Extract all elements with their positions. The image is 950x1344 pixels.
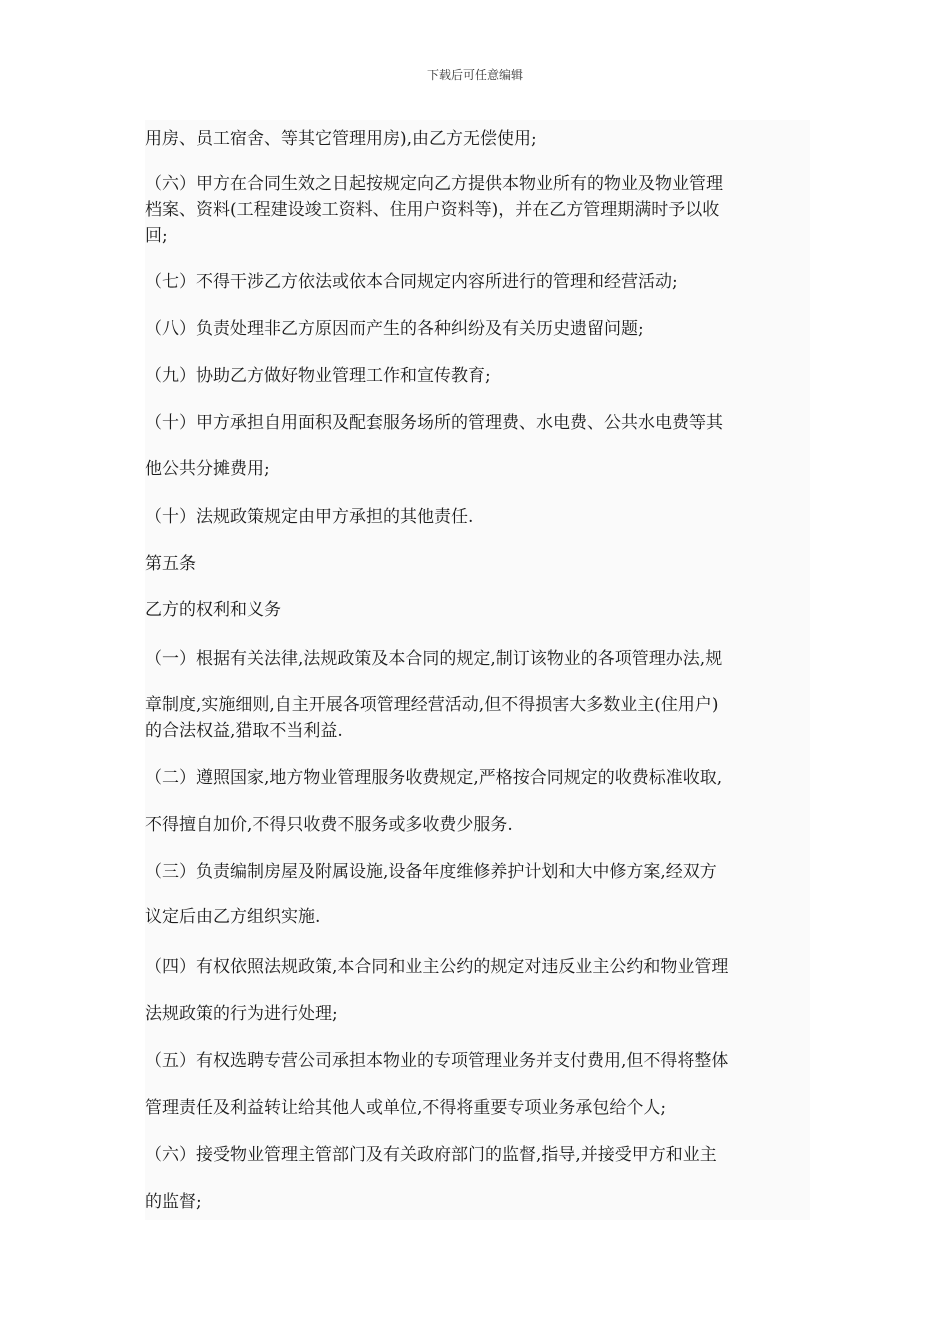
text-line: （九）协助乙方做好物业管理工作和宣传教育; [145, 366, 491, 386]
text-line: （五）有权选聘专营公司承担本物业的专项管理业务并支付费用,但不得将整体 [145, 1051, 729, 1071]
text-line: 法规政策的行为进行处理; [145, 1004, 338, 1024]
text-line: （四）有权依照法规政策,本合同和业主公约的规定对违反业主公约和物业管理 [145, 957, 729, 977]
text-line: 管理责任及利益转让给其他人或单位,不得将重要专项业务承包给个人; [145, 1098, 667, 1118]
text-line: 乙方的权利和义务 [145, 600, 281, 620]
text-line: （七）不得干涉乙方依法或依本合同规定内容所进行的管理和经营活动; [145, 272, 678, 292]
page-header: 下载后可任意编辑 [426, 68, 523, 82]
text-line: 档案、资料(工程建设竣工资料、住用户资料等)，并在乙方管理期满时予以收 [145, 200, 720, 220]
text-line: 的合法权益,猎取不当利益. [145, 721, 343, 741]
text-line: （六）甲方在合同生效之日起按规定向乙方提供本物业所有的物业及物业管理 [145, 174, 723, 194]
text-line: 章制度,实施细则,自主开展各项管理经营活动,但不得损害大多数业主(住用户) [145, 695, 719, 715]
text-line: 议定后由乙方组织实施. [145, 907, 321, 927]
text-line: 他公共分摊费用; [145, 459, 270, 479]
text-line: 回; [145, 226, 168, 246]
text-line: 用房、员工宿舍、等其它管理用房),由乙方无偿使用; [145, 129, 537, 149]
text-line: （三）负责编制房屋及附属设施,设备年度维修养护计划和大中修方案,经双方 [145, 862, 717, 882]
text-line: （十）法规政策规定由甲方承担的其他责任. [145, 507, 474, 527]
text-line: （十）甲方承担自用面积及配套服务场所的管理费、水电费、公共水电费等其 [145, 413, 723, 433]
text-line: 不得擅自加价,不得只收费不服务或多收费少服务. [145, 815, 513, 835]
text-line: 的监督; [145, 1192, 202, 1212]
text-line: （六）接受物业管理主管部门及有关政府部门的监督,指导,并接受甲方和业主 [145, 1145, 717, 1165]
text-line: （八）负责处理非乙方原因而产生的各种纠纷及有关历史遗留问题; [145, 319, 644, 339]
text-line: （一）根据有关法律,法规政策及本合同的规定,制订该物业的各项管理办法,规 [145, 649, 723, 669]
text-line: （二）遵照国家,地方物业管理服务收费规定,严格按合同规定的收费标准收取, [145, 768, 723, 788]
text-line: 第五条 [145, 554, 196, 574]
document-body [145, 120, 810, 1220]
